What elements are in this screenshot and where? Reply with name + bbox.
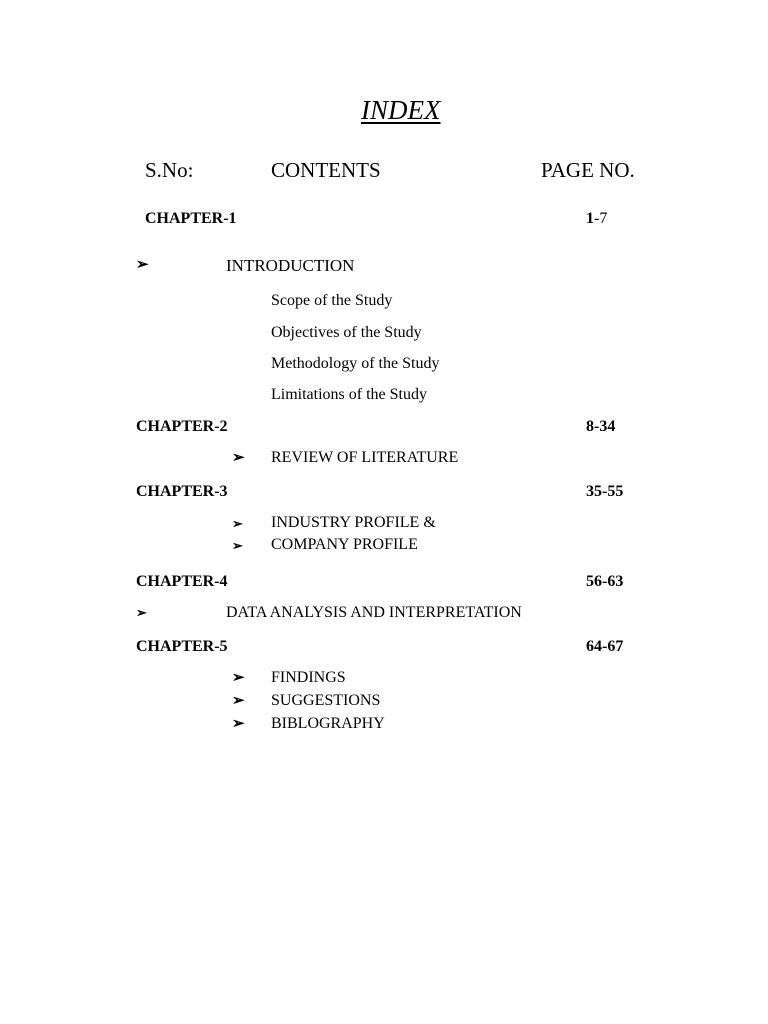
chapter-1-page-start: 1 (586, 210, 594, 227)
chapter-2-label: CHAPTER-2 (136, 418, 228, 435)
chapter-4-pages: 56-63 (586, 573, 624, 590)
chapter-3-item: COMPANY PROFILE (271, 536, 418, 553)
chapter-2-pages: 8-34 (586, 418, 616, 435)
arrow-bullet-icon: ➢ (232, 538, 243, 553)
arrow-bullet-icon: ➢ (232, 716, 245, 732)
chapter-1-page-end: -7 (594, 210, 608, 227)
page-title: INDEX (361, 95, 441, 125)
chapter-2-item: REVIEW OF LITERATURE (271, 449, 459, 466)
arrow-bullet-icon: ➢ (136, 257, 149, 273)
column-header-page-no: PAGE NO. (541, 158, 635, 182)
chapter-3-pages: 35-55 (586, 483, 624, 500)
chapter-4-item: DATA ANALYSIS AND INTERPRETATION (226, 604, 522, 621)
chapter-5-label: CHAPTER-5 (136, 638, 228, 655)
arrow-bullet-icon: ➢ (232, 450, 245, 466)
column-header-contents: CONTENTS (271, 158, 381, 182)
arrow-bullet-icon: ➢ (232, 693, 245, 709)
chapter-1-subitem: Scope of the Study (271, 292, 393, 309)
chapter-1-label: CHAPTER-1 (145, 210, 237, 227)
column-header-sno: S.No: (145, 158, 194, 182)
chapter-1-subitem: Limitations of the Study (271, 386, 427, 403)
arrow-bullet-icon: ➢ (232, 670, 245, 686)
chapter-1-main-item: INTRODUCTION (226, 256, 355, 275)
arrow-bullet-icon: ➢ (232, 516, 243, 531)
chapter-1-pages (586, 211, 607, 227)
chapter-5-item: FINDINGS (271, 669, 346, 686)
arrow-bullet-icon: ➢ (136, 605, 147, 620)
chapter-1-subitem: Objectives of the Study (271, 324, 422, 341)
chapter-3-label: CHAPTER-3 (136, 483, 228, 500)
chapter-1-subitem: Methodology of the Study (271, 355, 440, 372)
chapter-4-label: CHAPTER-4 (136, 573, 228, 590)
chapter-5-item: SUGGESTIONS (271, 692, 381, 709)
chapter-5-item: BIBLOGRAPHY (271, 715, 385, 732)
chapter-5-pages: 64-67 (586, 638, 624, 655)
chapter-3-item: INDUSTRY PROFILE & (271, 514, 436, 531)
